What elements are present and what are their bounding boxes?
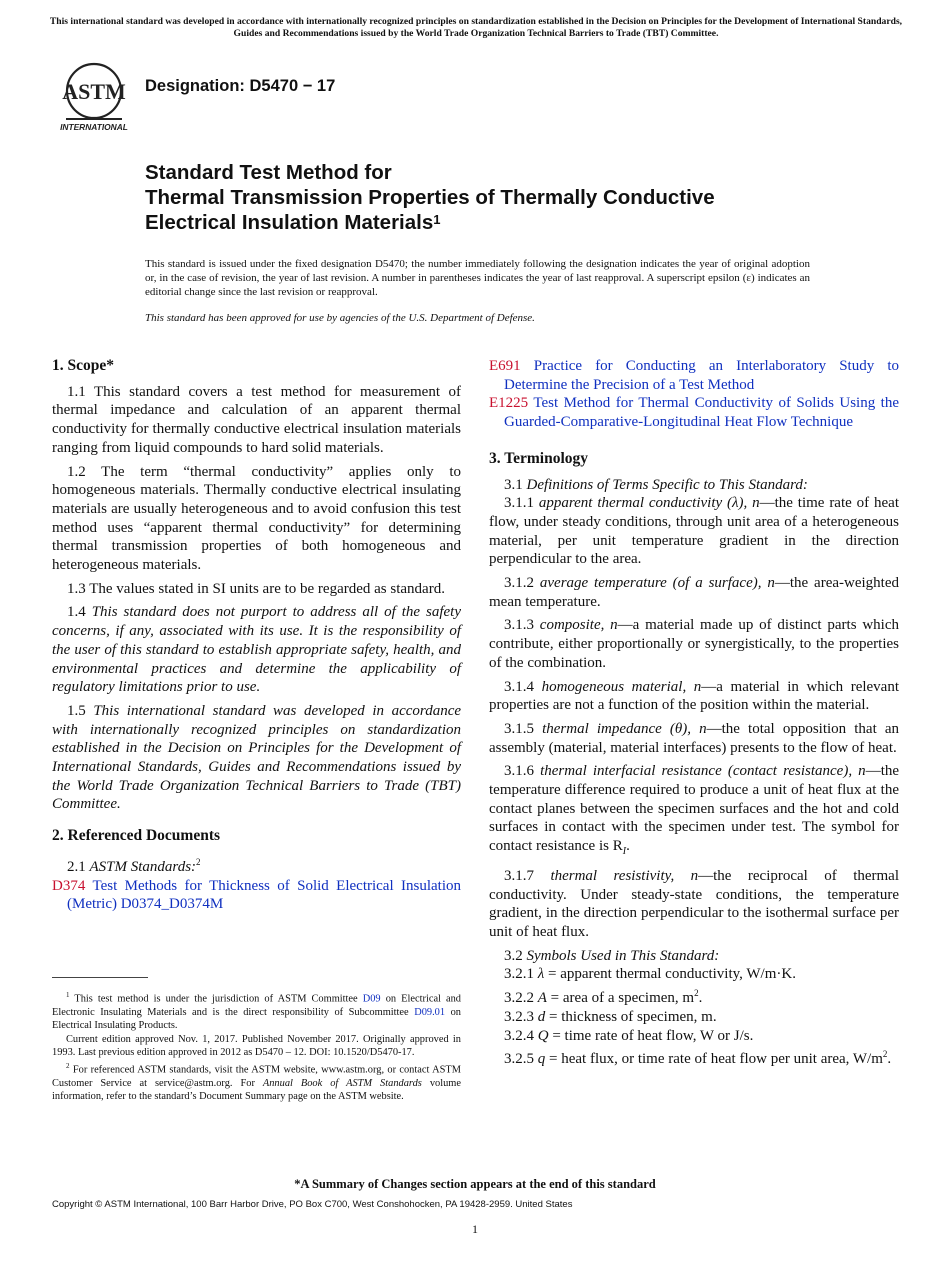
- definition-item: [489, 720, 899, 757]
- symbol-num: 3.2.3: [504, 1008, 534, 1025]
- paragraph-1-4: [52, 603, 461, 697]
- wto-notice: This international standard was developed in accordance with internationally recognized principles on standardization established in the Decision on Principles for the Development of International Standards, Guides and Recommendations issued by the World Trade Organization Technical Barriers to Trade (TBT) Committee.: [49, 16, 903, 39]
- symbol-text: = apparent thermal conductivity, W/m·K.: [548, 966, 796, 983]
- symbol-sup: 2: [694, 988, 699, 999]
- definition-term: homogeneous material, n: [541, 678, 702, 695]
- document-title: [145, 160, 865, 235]
- reference-title[interactable]: Test Method for Thermal Conductivity of Solids Using the Guarded-Comparative-Longitudinal Heat Flow Technique: [504, 395, 899, 431]
- copyright: Copyright © ASTM International, 100 Barr Harbor Drive, PO Box C700, West Conshohocken, PA 19428-2959. United States: [52, 1199, 573, 1210]
- definition-num: 3.1.2: [504, 575, 534, 592]
- symbol-num: 3.2.5: [504, 1051, 534, 1068]
- definition-text: —the temperature difference required to produce a unit of heat flux at the contact planes between the specimen surfaces and the hot and cold surfaces in contact with the specimen under test. The symbol for contact resistance is R: [489, 763, 900, 855]
- reference-code[interactable]: E1225: [489, 395, 529, 412]
- summary-of-changes-note: *A Summary of Changes section appears at the end of this standard: [294, 1177, 656, 1191]
- scope-heading: 1. Scope*: [52, 357, 114, 374]
- footnote-2: [52, 1060, 461, 1104]
- symbol-glyph: Q: [537, 1027, 549, 1044]
- designation: Designation: D5470 − 17: [145, 77, 336, 95]
- astm-standards-label: [52, 853, 461, 877]
- title-footnote-mark: 1: [433, 212, 441, 227]
- page-number: 1: [472, 1222, 478, 1236]
- symbols-label: [489, 947, 899, 966]
- reference-title[interactable]: Test Methods for Thickness of Solid Electrical Insulation (Metric) D0374_D0374M: [67, 877, 461, 913]
- definition-term: thermal impedance (θ), n: [542, 720, 707, 737]
- definition-num: 3.1.4: [504, 678, 534, 695]
- definition-num: 3.1.5: [504, 720, 534, 737]
- symbol-text: = time rate of heat flow, W or J/s.: [552, 1027, 754, 1044]
- paragraph-1-5-num: 1.5: [67, 702, 86, 719]
- definition-text: —the time rate of heat flow, under steady conditions, through unit area of a heterogeneous material, per unit temperature gradient in the direction perpendicular to the area.: [489, 495, 899, 568]
- committee-link[interactable]: D09: [362, 993, 381, 1005]
- definition-text: —the reciprocal of thermal conductivity. Under steady-state conditions, the temperature gradient, in the direction perpendicular to the isothermal surface per unit of heat flux.: [489, 867, 900, 940]
- reference-item[interactable]: [52, 877, 461, 914]
- definition-item: [489, 494, 899, 569]
- title-line-2: Thermal Transmission Properties of Thermally Conductive: [145, 186, 715, 209]
- symbols-text: Symbols Used in This Standard:: [526, 947, 720, 964]
- paragraph-1-4-num: 1.4: [67, 604, 86, 621]
- dod-note: This standard has been approved for use by agencies of the U.S. Department of Defense.: [145, 312, 535, 324]
- terminology-heading: 3. Terminology: [489, 449, 589, 467]
- symbol-num: 3.2.4: [504, 1027, 534, 1044]
- reference-title[interactable]: Practice for Conducting an Interlaboratory Study to Determine the Precision of a Test Method: [504, 358, 899, 393]
- symbol-num: 3.2.1: [504, 966, 534, 983]
- paragraph-1-4-text: This standard does not purport to address all of the safety concerns, if any, associated with its use. It is the responsibility of the user of this standard to establish appropriate safety, health, and environmental practices and determine the applicability of regulatory limitations prior to use.: [52, 604, 462, 696]
- logo-subtext: INTERNATIONAL: [60, 122, 128, 132]
- issuance-note: This standard is issued under the fixed designation D5470; the number immediately following the designation indicates the year of original adoption or, in the case of revision, the year of last revision. A number in parentheses indicates the year of last reapproval. A superscript epsilon (ε) indicates an editorial change since the last revision or reapproval.: [145, 258, 810, 298]
- symbol-glyph: λ: [537, 966, 545, 983]
- symbol-item: [489, 965, 899, 984]
- reference-item[interactable]: [489, 357, 899, 394]
- definition-item: [489, 616, 899, 672]
- definition-text: —a material in which relevant properties are not a function of the position within the material.: [489, 678, 899, 714]
- definition-num: 3.1.3: [504, 617, 534, 634]
- definitions-text: Definitions of Terms Specific to This Standard:: [526, 476, 808, 493]
- logo-text: ASTM: [62, 79, 126, 104]
- definition-term: thermal resistivity, n: [550, 867, 699, 884]
- symbol-text: = thickness of specimen, m.: [549, 1008, 717, 1025]
- symbol-sup: 2: [882, 1049, 888, 1060]
- reference-item[interactable]: [489, 394, 899, 431]
- definitions-label: [489, 476, 899, 495]
- symbol-glyph: q: [537, 1051, 546, 1068]
- footnote-2-italic: Annual Book of ASTM Standards: [262, 1077, 422, 1089]
- definition-item: [489, 574, 899, 611]
- definition-term: composite, n: [539, 617, 618, 634]
- symbol-text: = area of a specimen, m: [550, 990, 695, 1007]
- symbol-tail: .: [698, 990, 703, 1007]
- left-column: [52, 357, 461, 914]
- title-line-1: Standard Test Method for: [145, 161, 392, 184]
- footnote-1-text-b: on Electrical and Electronic Insulating Materials and is the direct responsibility of Subcommittee: [52, 993, 462, 1018]
- footnotes: [52, 989, 461, 1104]
- contact-resistance-subscript: I: [622, 846, 627, 858]
- symbol-item: [489, 1045, 899, 1069]
- definition-term: average temperature (of a surface), n: [539, 575, 775, 592]
- paragraph-1-5-text: This international standard was developed in accordance with internationally recognized principles on standardization established in the Decision on Principles for the Development of International Standards, Guides and Recommendations issued by the World Trade Organization Technical Barriers to Trade (TBT) Committee.: [52, 702, 462, 813]
- definition-num: 3.1.6: [504, 763, 534, 780]
- footnote-1: [52, 989, 461, 1033]
- symbol-glyph: d: [537, 1008, 546, 1025]
- symbol-num: 3.2.2: [504, 990, 534, 1007]
- footnote-divider: [52, 977, 148, 978]
- paragraph-1-3: 1.3 The values stated in SI units are to be regarded as standard.: [67, 580, 445, 597]
- definition-term: apparent thermal conductivity (λ), n: [538, 495, 760, 512]
- paragraph-1-5: [52, 702, 461, 814]
- astm-logo: [52, 58, 136, 134]
- reference-code[interactable]: D374: [52, 877, 86, 894]
- symbol-item: [489, 1008, 899, 1027]
- refdocs-heading: 2. Referenced Documents: [52, 827, 221, 845]
- astm-standards-sup: 2: [196, 856, 201, 867]
- footnote-1-mark: 1: [66, 991, 70, 999]
- symbol-text: = heat flux, or time rate of heat flow per unit area, W/m: [549, 1051, 883, 1068]
- definitions-num: 3.1: [504, 476, 523, 493]
- definition-text: —a material made up of distinct parts which contribute, either proportionally or synergistically, to the properties of the combination.: [489, 617, 899, 671]
- symbol-item: [489, 984, 899, 1008]
- title-line-3-text: Electrical Insulation Materials: [145, 211, 434, 234]
- subcommittee-link[interactable]: D09.01: [414, 1006, 446, 1018]
- footnote-2-text-a: For referenced ASTM standards, visit the ASTM website, www.astm.org, or contact ASTM Customer Service at service@astm.org. For: [52, 1064, 461, 1089]
- symbol-glyph: A: [537, 990, 547, 1007]
- definition-item: 3.1.6 thermal interfacial resistance (contact resistance), n—the temperature difference required to produce a unit of heat flux at the contact planes between the specimen surfaces and the hot and cold surfaces in contact with the specimen under test. The symbol for contact resistance is $R_I$.: [489, 763, 900, 858]
- footnote-2-mark: 2: [66, 1061, 70, 1070]
- symbol-tail: .: [887, 1051, 892, 1068]
- symbols-num: 3.2: [504, 947, 523, 964]
- definition-item: [489, 678, 899, 715]
- symbol-item: [489, 1027, 899, 1046]
- paragraph-1-2: 1.2 The term “thermal conductivity” applies only to homogeneous materials. Thermally conductive electrical insulating materials are usually heterogeneous and to avoid confusion this test method uses “apparent thermal conductivity” for determining thermal transmission properties of both homogeneous and heterogeneous materials.: [52, 463, 461, 574]
- definition-num: 3.1.7: [504, 867, 534, 884]
- paragraph-1-1: 1.1 This standard covers a test method for measurement of thermal impedance and calculation of an apparent thermal conductivity for thermally conductive electrical insulation materials ranging from liquid compounds to hard solid materials.: [52, 383, 461, 456]
- footnote-1-text-c: on Electrical Insulating Products.: [52, 1006, 461, 1032]
- astm-standards-num: 2.1: [67, 858, 86, 875]
- footnote-edition: Current edition approved Nov. 1, 2017. Published November 2017. Originally approved in 1993. Last previous edition approved in 2012 as D5470 – 12. DOI: 10.1520/D5470-17.: [52, 1033, 461, 1059]
- definition-text: —the area-weighted mean temperature.: [489, 575, 899, 610]
- definition-item: [489, 867, 899, 942]
- footnote-1-text-a: This test method is under the jurisdiction of ASTM Committee: [74, 993, 358, 1005]
- astm-standards-text: ASTM Standards:: [89, 858, 197, 875]
- title-line-3: [145, 210, 865, 235]
- footnote-2-text-b: volume information, refer to the standard’s Document Summary page on the ASTM website.: [52, 1077, 461, 1103]
- definition-text: —the total opposition that an assembly (material, material interfaces) presents to the flow of heat.: [489, 720, 899, 756]
- right-column: [489, 357, 899, 1069]
- definition-term: thermal interfacial resistance (contact resistance), n: [540, 763, 866, 780]
- reference-code[interactable]: E691: [489, 358, 521, 374]
- definition-num: 3.1.1: [504, 495, 534, 512]
